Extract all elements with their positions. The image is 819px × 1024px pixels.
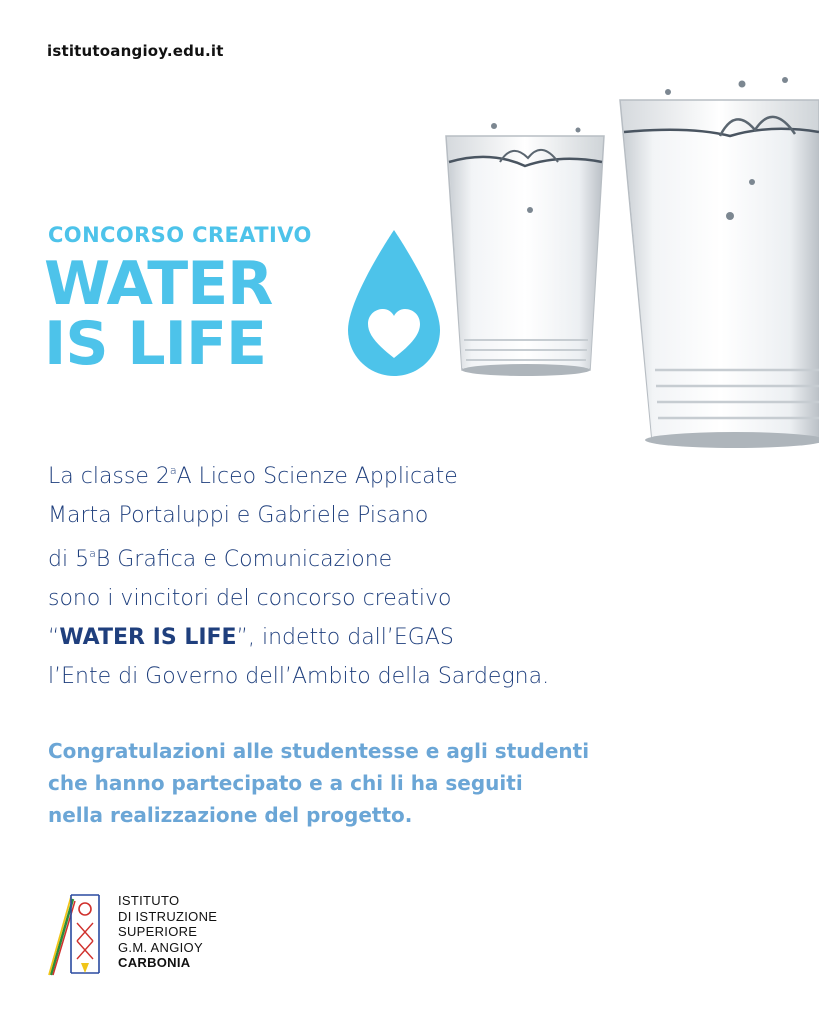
announcement-line-1: La classe 2$^a$A Liceo Scienze Applicate [48,464,458,489]
announcement-line-5: “WATER IS LIFE”, indetto dall’EGAS [48,624,454,650]
congrats-line-3: nella realizzazione del progetto. [48,803,413,827]
school-name-line-4: G.M. ANGIOY [118,939,203,955]
contest-title-line1: WATER [44,249,273,319]
contest-title-line2: IS LIFE [44,309,266,379]
announcement-line-3: di 5$^a$B Grafica e Comunicazione [48,547,393,573]
water-drop-heart-icon [346,228,442,378]
water-glasses-image [430,70,819,480]
congratulations [48,735,768,831]
large-glass [620,77,819,448]
site-url[interactable]: istitutoangioy.edu.it [47,42,224,60]
school-name-line-1: ISTITUTO [118,893,180,908]
announcement-line-4: sono i vincitori del concorso creativo [48,586,452,612]
school-name-line-2: DI ISTRUZIONE [118,908,218,924]
congrats-line-1: Congratulazioni alle studentesse e agli studenti [48,739,590,763]
announcement-line-2: Marta Portaluppi e Gabriele Pisano [48,502,429,528]
school-name-line-3: SUPERIORE [118,924,198,939]
congrats-line-2: che hanno partecipato e a chi li ha seguiti [48,771,523,795]
school-name-line-5: CARBONIA [118,955,191,970]
school-emblem-icon [47,893,107,977]
contest-kicker: CONCORSO CREATIVO [48,223,312,247]
school-name [118,893,217,971]
small-glass [446,123,604,376]
announcement [48,452,768,696]
announcement-line-6: l’Ente di Governo dell’Ambito della Sardegna. [48,663,550,689]
